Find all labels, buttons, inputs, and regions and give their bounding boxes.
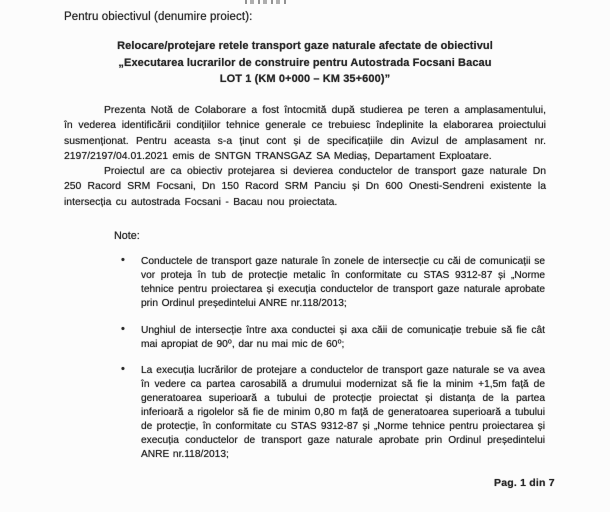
scan-artifact xyxy=(245,0,287,4)
bullet-icon: • xyxy=(121,363,125,376)
paragraph-project-objective: Proiectul are ca obiectiv protejarea si devierea conductelor de transport gaze naturale Dn 250 Racord SRM Focsani, Dn 150 Racord SRM Panciu și Dn 600 Onesti-Sendreni existente la intersecția cu autostrada Focsani - Bacau nou proiectata. xyxy=(64,166,546,208)
intro-label: Pentru obiectivul (denumire proiect): xyxy=(64,11,253,23)
notes-label: Note: xyxy=(114,230,140,242)
note-item-intersection-angle xyxy=(121,324,545,352)
body-text xyxy=(64,103,546,210)
project-title-line-1: Relocare/protejare retele transport gaze naturale afectate de obiectivul xyxy=(117,40,493,52)
bullet-icon: • xyxy=(121,322,125,335)
project-title xyxy=(55,38,555,88)
project-title-line-2: „Executarea lucrarilor de construire pentru Autostrada Focsani Bacau xyxy=(118,56,492,69)
bullet-icon: • xyxy=(121,254,125,266)
note-item-text: La execuția lucrărilor de protejare a conductelor de transport gaze naturale se va avea în vedere ca partea carosabilă a drumului modernizat să fie la minim +1,5m față de generatoarea superioară a tubului de protecție proiectat și distanța de la partea inferioară a rigolelor să fie de minim 0,80 m față de generatoarea superioară a tubului de protecție, în conformitate cu STAS 9312-87 și „Norme tehnice pentru proiectarea și execuția conductelor de transport gaze naturale aprobate prin Ordinul președintelui ANRE nr.118/2013; xyxy=(141,365,545,460)
paragraph-collaboration-note: Prezenta Notă de Colaborare a fost întocmită după studierea pe teren a amplasamentului, în vederea identificării condițiilor tehnice generale ce trebuiesc îndeplinite la elaborarea proiectului susmenționat. Pentru aceasta s-a ținut cont și de specificațiile din Avizul de amplasament nr. 2197/2197/04.01.2021 emis de SNTGN TRANSGAZ SA Mediaș, Departament Exploatare. xyxy=(64,105,546,162)
note-item-text: Conductele de transport gaze naturale în zonele de intersecție cu căi de comunicații se vor proteja în tub de protecție metalic în conformitate cu STAS 9312-87 și „Norme tehnice pentru proiectarea și execuția conductelor de transport gaze naturale aprobate prin Ordinul președintelui ANRE nr.118/2013; xyxy=(141,256,545,309)
notes-list xyxy=(121,255,545,475)
project-title-line-3: LOT 1 (KM 0+000 – KM 35+600)” xyxy=(219,73,391,85)
note-item-text: Unghiul de intersecție între axa conductei și axa căii de comunicație trebuie să fie cât mai apropiat de 90⁰, dar nu mai mic de 60⁰; xyxy=(141,324,545,350)
note-item-protection-tube xyxy=(121,255,545,311)
page-number: Pag. 1 din 7 xyxy=(494,477,555,489)
note-item-execution-depths xyxy=(121,364,545,461)
